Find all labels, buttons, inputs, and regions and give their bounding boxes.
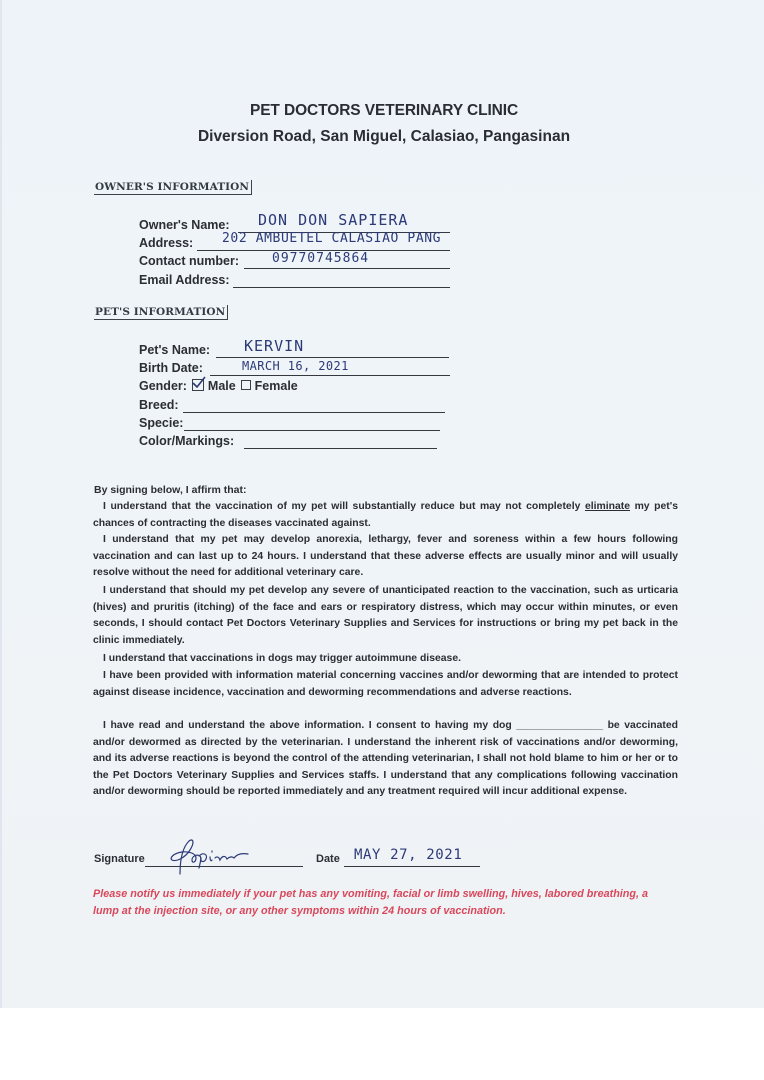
consent-p5-text: I have been provided with information material concerning vaccines and/or deworming that are intended to protect against disease incidence, vaccination and deworming recommendations and adverse reactions. [93, 670, 678, 698]
gender-female-label: Female [254, 379, 298, 393]
consent-p6-text: I have read and understand the above information. I consent to having my dog [103, 720, 512, 731]
owner-contact-value[interactable]: 09770745864 [272, 251, 370, 266]
date-line [344, 866, 480, 867]
owner-contact-label: Contact number: [139, 254, 239, 268]
consent-paragraph-2 [93, 532, 678, 582]
owner-name-label: Owner's Name: [139, 218, 230, 232]
consent-p1-text: I understand that the vaccination of my pet will substantially reduce but may not completely [103, 501, 585, 512]
pet-breed-line [183, 412, 445, 413]
pet-birth-label: Birth Date: [139, 361, 203, 375]
pet-birth-line [210, 375, 450, 376]
consent-paragraph-4 [93, 651, 678, 668]
pet-name-label: Pet's Name: [139, 343, 211, 357]
owner-section-heading: OWNER'S INFORMATION [94, 180, 252, 195]
pet-gender-row [139, 379, 298, 393]
pet-section-heading: PET'S INFORMATION [94, 305, 228, 320]
owner-address-label: Address: [139, 236, 194, 250]
gender-male-label: Male [207, 379, 236, 393]
signature-label: Signature [94, 853, 145, 865]
consent-p1-underlined: eliminate [584, 501, 630, 512]
vaccination-notice: Please notify us immediately if your pet has any vomiting, facial or limb swelling, hives, labored breathing, a lump at the injection site, or any other symptoms within 24 hours of vaccination. [93, 888, 648, 917]
pet-gender-label: Gender: [139, 379, 187, 393]
consent-p1-text-end: my pet's chances of contracting the diseases vaccinated against. [93, 501, 678, 529]
dog-name-blank[interactable]: _______________ [516, 720, 603, 731]
pet-specie-line [184, 430, 440, 431]
owner-address-value[interactable]: 202 AMBUETEL CALASIAO PANG [222, 231, 442, 246]
consent-paragraph-6 [93, 718, 678, 801]
owner-email-label: Email Address: [139, 273, 230, 287]
check-icon [192, 376, 206, 388]
pet-color-label: Color/Markings: [139, 434, 235, 448]
date-label: Date [316, 853, 340, 865]
consent-heading: By signing below, I affirm that: [94, 484, 247, 496]
date-value[interactable]: MAY 27, 2021 [354, 847, 463, 863]
pet-breed-label: Breed: [139, 398, 179, 412]
consent-paragraph-5 [93, 668, 678, 701]
consent-p4-text: I understand that vaccinations in dogs may trigger autoimmune disease. [103, 653, 461, 664]
clinic-address: Diversion Road, San Miguel, Calasiao, Pangasinan [197, 128, 571, 145]
pet-specie-label: Specie: [139, 416, 184, 430]
pet-birth-value[interactable]: MARCH 16, 2021 [242, 359, 349, 373]
pet-name-value[interactable]: KERVIN [244, 337, 305, 355]
owner-email-line [233, 287, 450, 288]
gender-male-checkbox[interactable] [192, 379, 204, 391]
consent-paragraph-3 [93, 583, 678, 649]
clinic-name: PET DOCTORS VETERINARY CLINIC [249, 102, 519, 119]
owner-name-value[interactable]: DON DON SAPIERA [258, 211, 409, 229]
gender-female-checkbox[interactable] [241, 380, 251, 390]
consent-paragraph-1 [93, 499, 678, 532]
signature-image[interactable] [162, 836, 272, 880]
pet-name-line [216, 357, 449, 358]
consent-p6-text-end: be vaccinated and/or dewormed as directed by the veterinarian. I understand the inherent risk of vaccinations and/or deworming, and its adverse reactions is beyond the control of the attending veterinarian, I shall not hold blame to him or her or to the Pet Doctors Veterinary Supplies and Services staffs. I understand that any complications following vaccination and/or deworming should be reported immediately and any treatment required will incur additional expense. [93, 720, 678, 797]
owner-contact-line [244, 268, 450, 269]
pet-color-line [244, 448, 437, 449]
consent-p3-text: I understand that should my pet develop any severe of unanticipated reaction to the vaccination, such as urticaria (hives) and pruritis (itching) of the face and ears or respiratory distress, which may occur within minutes, or even seconds, I should contact Pet Doctors Veterinary Supplies and Services for instructions or bring my pet back in the clinic immediately. [93, 585, 678, 646]
consent-p2-text: I understand that my pet may develop anorexia, lethargy, fever and soreness within a few hours following vaccination and can last up to 24 hours. I understand that these adverse effects are usually minor and will usually resolve without the need for additional veterinary care. [93, 534, 678, 578]
